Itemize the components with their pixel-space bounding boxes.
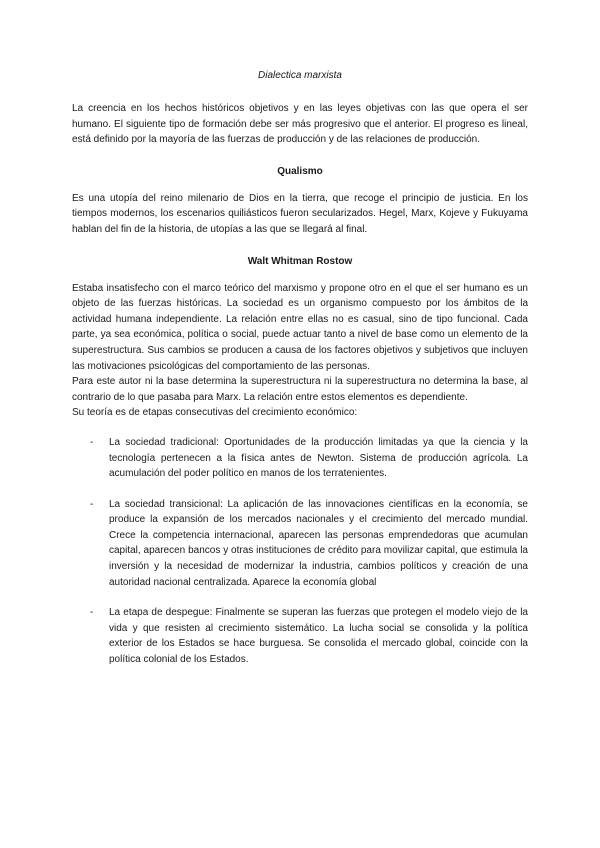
rostow-paragraph-2: Para este autor ni la base determina la superestructura ni la superestructura no determina la base, al contrario de lo que pasaba para Marx. La relación entre estos elementos es dependiente. [72,376,528,403]
intro-paragraph: La creencia en los hechos históricos objetivos y en las leyes objetivas con las que opera el ser humano. El siguiente tipo de formación debe ser más progresivo que el anterior. El progreso es lineal, está definido por la mayoría de las fuerzas de producción y de las relaciones de producción. [72,103,528,146]
stage-text: La etapa de despegue: Finalmente se superan las fuerzas que protegen el modelo viejo de la vida y que resisten al crecimiento sistemático. La lucha social se consolida y la política exterior de los Estados se hace burguesa. Se consolida el mercado global, coincide con la política colonial de los Estados. [109,607,528,666]
rostow-paragraph-3: Su teoría es de etapas consecutivas del crecimiento económico: [72,407,358,419]
qualismo-section [72,191,528,238]
rostow-heading: Walt Whitman Rostow [247,255,353,267]
stages-list [72,435,528,668]
rostow-paragraph-1: Estaba insatisfecho con el marco teórico del marxismo y propone otro en el que el ser humano es un objeto de las fuerzas históricas. La sociedad es un organismo compuesto por los ámbitos de la actividad humana independiente. La relación entre ellas no es casual, sino de tipo funcional. Cada parte, ya sea económica, política o social, puede actuar tanto a nivel de base como un elemento de la superestructura. Sus cambios se producen a causa de los factores objetivos y subjetivos que incluyen las motivaciones psicológicas del comportamiento de las personas. [72,282,528,372]
qualismo-paragraph: Es una utopía del reino milenario de Dios en la tierra, que recoge el principio de justicia. En los tiempos modernos, los escenarios quiliásticos fueron secularizados. Hegel, Marx, Kojeve y Fukuyama hablan del fin de la historia, de utopías a las que se llegará al final. [72,192,528,235]
list-item [72,605,528,667]
bullet-dash: - [90,607,94,619]
list-item [72,435,528,482]
stage-text: La sociedad tradicional: Oportunidades de la producción limitadas ya que la ciencia y la tecnología pertenecen a la física antes de Newton. Sistema de producción agrícola. La acumulación del poder político en manos de los terratenientes. [109,436,528,480]
list-item [72,497,528,591]
bullet-dash: - [90,498,94,510]
qualismo-heading: Qualismo [277,165,323,177]
bullet-dash: - [90,436,94,448]
intro-section [72,101,528,148]
rostow-section [72,281,528,668]
stage-text: La sociedad transicional: La aplicación de las innovaciones científicas en la economía, se produce la expansión de los mercados nacionales y el crecimiento del mercado mundial. Crece la competencia internacional, aparecen las personas emprendedoras que acumulan capital, aparecen bancos y otras instituciones de crédito para movilizar capital, que estimula la inversión y la necesidad de modernizar la industria, cambios políticos y creación de una autoridad nacional centralizada. Aparece la economía global [109,498,528,588]
document-title: Dialectica marxista [258,70,342,81]
